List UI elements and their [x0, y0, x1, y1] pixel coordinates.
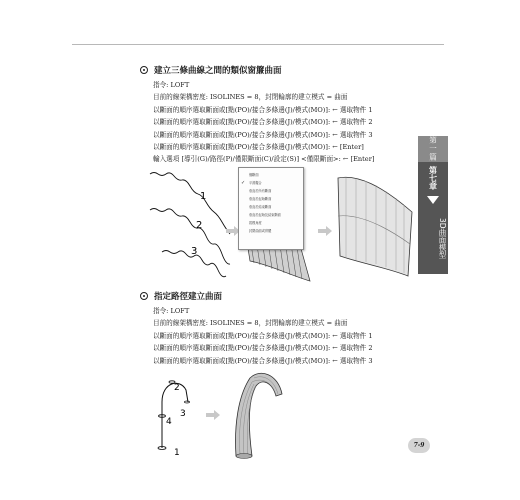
menu-item[interactable]: ✓ 平滑擬合: [241, 180, 262, 186]
section-heading-loft-path: [140, 290, 222, 302]
command-line: 輸入選項 [導引(G)/路徑(P)/僅限斷面(C)/設定(S)] <僅限斷面>: ← [Enter]: [153, 155, 375, 164]
command-line: 以斷面的順序選取斷面或[點(PO)/接合多條邊(J)/模式(MO)]: ← 選取物件 1: [153, 331, 373, 340]
section-label: 1: [174, 448, 180, 458]
part-label: 第一篇: [418, 136, 448, 162]
curve-1: [150, 173, 230, 235]
menu-item[interactable]: 垂直於起始斷面: [249, 197, 272, 201]
checkmark-icon: ✓: [241, 180, 246, 186]
curve-label: 3: [191, 246, 198, 257]
section-label: 3: [180, 409, 186, 419]
arrow-right-icon: [318, 226, 332, 236]
menu-item[interactable]: 拔模角度: [249, 221, 262, 225]
command-line: 指令: LOFT: [153, 307, 190, 315]
section-label: 2: [174, 383, 180, 393]
page-number: 7-9: [408, 438, 430, 453]
command-line: 以斷面的順序選取斷面或[點(PO)/接合多條邊(J)/模式(MO)]: ← 選取物件 3: [153, 356, 373, 365]
header-rule: [72, 44, 444, 45]
bullet-icon: [140, 292, 148, 300]
command-line: 以斷面的順序選取斷面或[點(PO)/接合多條邊(J)/模式(MO)]: ← 選取物件 1: [153, 105, 373, 114]
command-line: 以斷面的順序選取斷面或[點(PO)/接合多條邊(J)/模式(MO)]: ← [Enter]: [153, 143, 364, 152]
swept-surface-result: [226, 366, 290, 462]
command-line: 指令: LOFT: [153, 81, 190, 89]
figure-path-sections: [150, 372, 200, 458]
triangle-down-icon: [427, 196, 439, 204]
section-label: 4: [166, 417, 172, 427]
curve-label: 1: [200, 191, 207, 202]
command-line: 以斷面的順序選取斷面或[點(PO)/接合多條邊(J)/模式(MO)]: ← 選取物件 2: [153, 118, 373, 127]
chapter-title: 3D曲面模型: [438, 217, 447, 259]
bullet-icon: [140, 66, 148, 74]
chapter-label: 第七章: [428, 166, 438, 190]
menu-item[interactable]: 垂直於結束斷面: [249, 205, 272, 209]
command-block-1: [153, 79, 374, 166]
arrow-right-icon: [206, 410, 220, 420]
command-line: 目前的線架構密度: ISOLINES = 8，封閉輪廓的建立模式 = 曲面: [153, 93, 348, 102]
section-heading-text: 建立三條曲線之間的類似窗簾曲面: [154, 66, 282, 76]
command-block-2: [153, 305, 373, 367]
curtain-surface-result: [334, 172, 416, 282]
chapter-side-tab: [418, 136, 448, 274]
menu-item[interactable]: 僅斷面: [249, 173, 259, 177]
command-line: 以斷面的順序選取斷面或[點(PO)/接合多條邊(J)/模式(MO)]: ← 選取物件 2: [153, 344, 373, 353]
loft-options-menu: [238, 167, 304, 250]
section-heading-text: 指定路徑建立曲面: [154, 292, 223, 302]
curve-2: [150, 209, 230, 265]
menu-item[interactable]: 垂直於起始及結束斷面: [249, 213, 281, 217]
command-line: 以斷面的順序選取斷面或[點(PO)/接合多條邊(J)/模式(MO)]: ← 選取物件 3: [153, 130, 373, 139]
menu-item[interactable]: 垂直於所有斷面: [249, 189, 272, 193]
curve-label: 2: [196, 220, 203, 231]
section-heading-loft-curtain: [140, 64, 282, 76]
menu-item[interactable]: 封閉曲面或實體: [249, 229, 272, 233]
command-line: 目前的線架構密度: ISOLINES = 8，封閉輪廓的建立模式 = 曲面: [153, 319, 348, 328]
figure-three-curves: [148, 166, 238, 284]
